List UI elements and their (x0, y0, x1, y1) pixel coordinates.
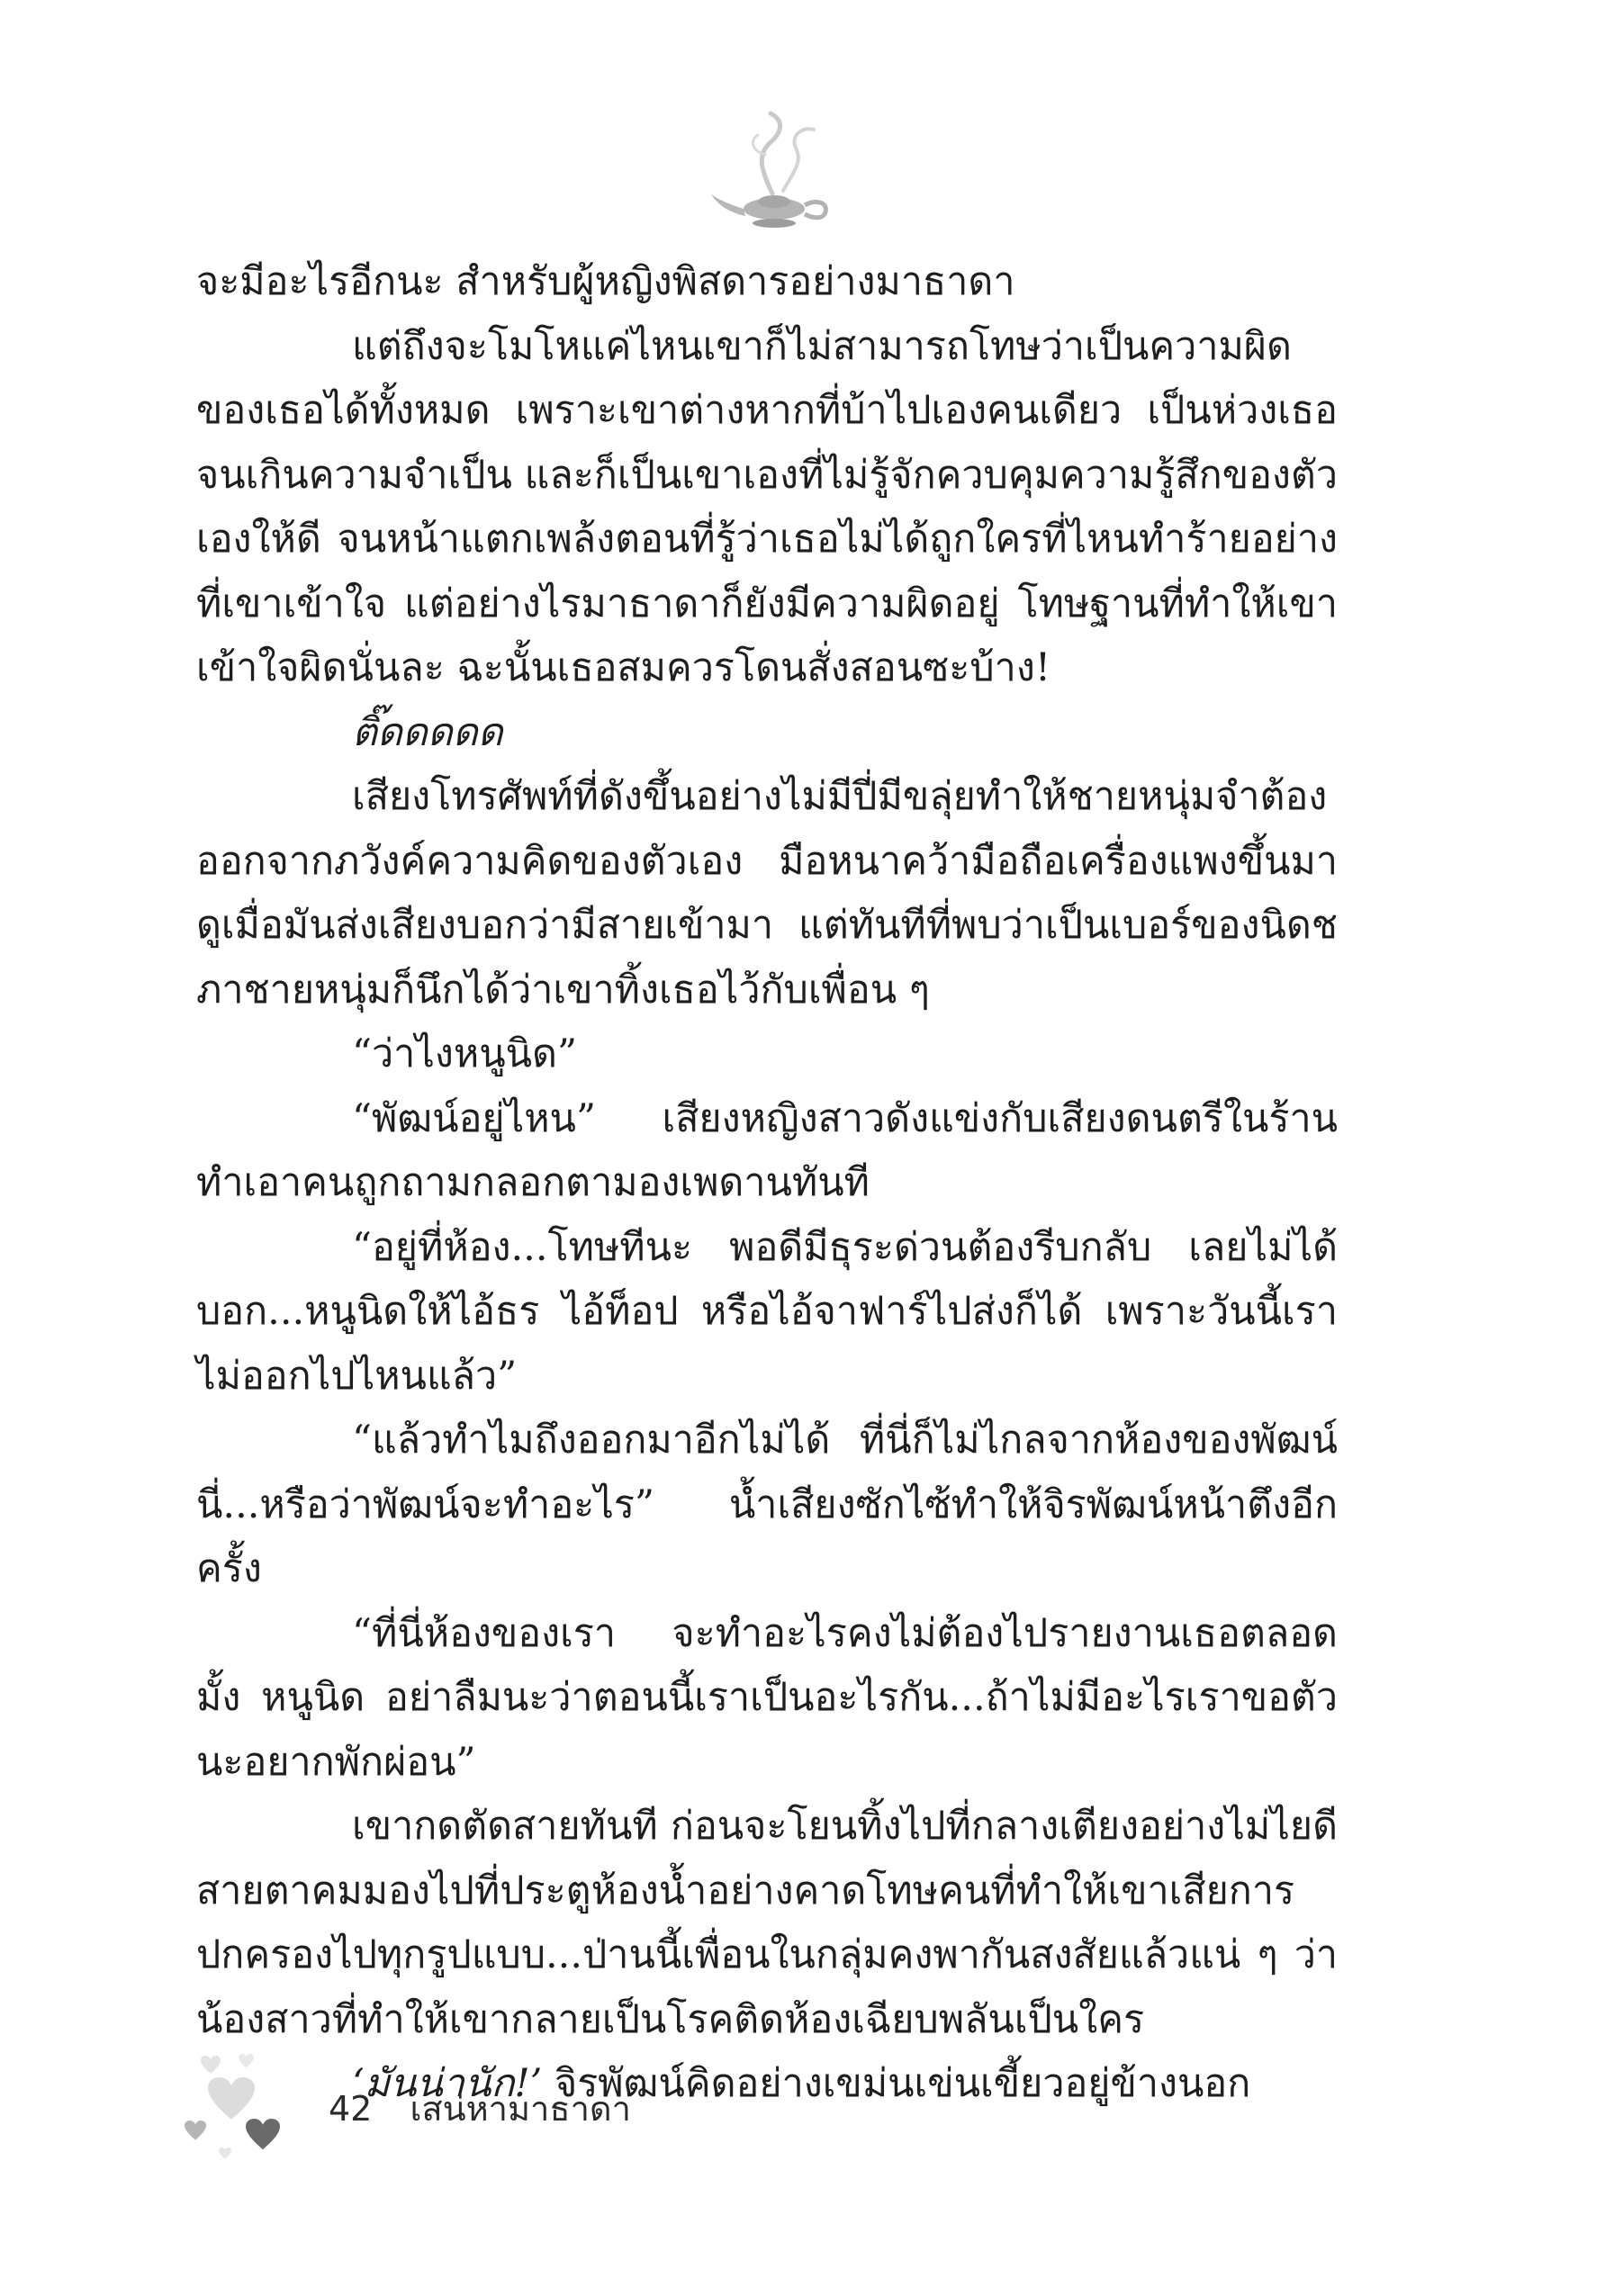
page-footer (329, 2081, 631, 2136)
dialogue-line: “ว่าไงหนูนิด” (352, 1031, 577, 1076)
book-title: เสน่หามาธาดา (410, 2089, 631, 2129)
dialogue-line: “ที่นี่ห้องของเรา จะทำอะไรคงไม่ต้องไปรายงานเธอตลอดมั้ง หนูนิด อย่าลืมนะว่าตอนนี้เราเป็นอะไรกัน...ถ้าไม่มีอะไรเราขอตัวนะอยากพักผ่อน” (196, 1610, 1338, 1785)
page-number: 42 (329, 2089, 373, 2129)
dialogue-line: “แล้วทำไมถึงออกมาอีกไม่ได้ ที่นี่ก็ไม่ไกลจากห้องของพัฒน์นี่...หรือว่าพัฒน์จะทำอะไร” น้ำเสียงซักไซ้ทำให้จิรพัฒน์หน้าตึงอีกครั้ง (196, 1418, 1338, 1591)
dialogue-line: “พัฒน์อยู่ไหน” เสียงหญิงสาวดังแข่งกับเสียงดนตรีในร้านทำเอาคนถูกถามกลอกตามองเพดานทันที (196, 1095, 1338, 1205)
paragraph: จะมีอะไรอีกนะ สำหรับผู้หญิงพิสดารอย่างมาธาดา (196, 259, 1015, 304)
sound-effect-text: ติ๊ดดดดด (352, 709, 503, 755)
paragraph: เสียงโทรศัพท์ที่ดังขึ้นอย่างไม่มีปี่มีขลุ่ยทำให้ชายหนุ่มจำต้องออกจากภวังค์ความคิดของตัวเอง มือหนาคว้ามือถือเครื่องแพงขึ้นมาดูเมื่อมันส่งเสียงบอกว่ามีสายเข้ามา แต่ทันทีที่พบว่าเป็นเบอร์ของนิดชภาชายหนุ่มก็นึกได้ว่าเขาทิ้งเธอไว้กับเพื่อน ๆ (196, 774, 1338, 1013)
paragraph: เขากดตัดสายทันที ก่อนจะโยนทิ้งไปที่กลางเตียงอย่างไม่ไยดี สายตาคมมองไปที่ประตูห้องน้ำอย่างคาดโทษคนที่ทำให้เขาเสียการปกครองไปทุกรูปแบบ...ป่านนี้เพื่อนในกลุ่มคงพากันสงสัยแล้วแน่ ๆ ว่าน้องสาวที่ทำให้เขากลายเป็นโรคติดห้องเฉียบพลันเป็นใคร (196, 1804, 1338, 2042)
hearts-icon (185, 2050, 311, 2167)
paragraph: แต่ถึงจะโมโหแค่ไหนเขาก็ไม่สามารถโทษว่าเป็นความผิดของเธอได้ทั้งหมด เพราะเขาต่างหากที่บ้าไปเองคนเดียว เป็นห่วงเธอจนเกินความจำเป็น และก็เป็นเขาเองที่ไม่รู้จักควบคุมความรู้สึกของตัวเองให้ดี จนหน้าแตกเพล้งตอนที่รู้ว่าเธอไม่ได้ถูกใครที่ไหนทำร้ายอย่างที่เขาเข้าใจ แต่อย่างไรมาธาดาก็ยังมีความผิดอยู่ โทษฐานที่ทำให้เขาเข้าใจผิดนั่นละ ฉะนั้นเธอสมควรโดนสั่งสอนซะบ้าง! (196, 323, 1338, 690)
page-body (196, 250, 1338, 2117)
paragraph-text: จิรพัฒน์คิดอย่างเขม่นเข่นเขี้ยวอยู่ข้างนอก (542, 2061, 1251, 2106)
magic-lamp-icon (702, 108, 846, 243)
inner-thought-text: ‘มันน่านัก!’ (352, 2061, 543, 2106)
dialogue-line: “อยู่ที่ห้อง...โทษทีนะ พอดีมีธุระด่วนต้องรีบกลับ เลยไม่ได้บอก...หนูนิดให้ไอ้ธร ไอ้ท็อป หรือไอ้จาฟาร์ไปส่งก็ได้ เพราะวันนี้เราไม่ออกไปไหนแล้ว” (196, 1224, 1338, 1399)
